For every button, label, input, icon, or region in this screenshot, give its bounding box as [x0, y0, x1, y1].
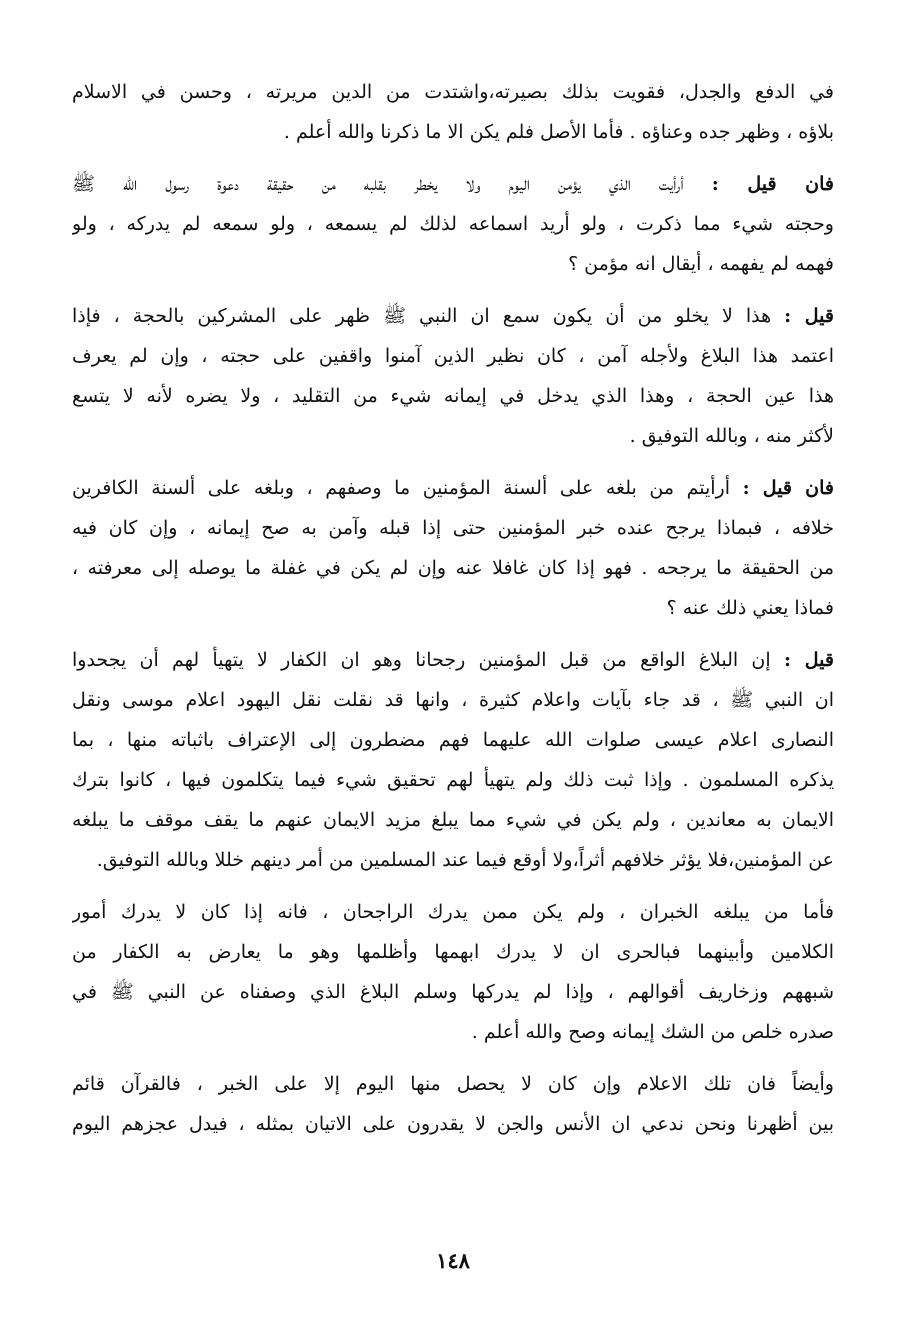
text-line: يذكره المسلمون . وإذا ثبت ذلك ولم يتهيأ لهم تحقيق شيء فيما يتكلمون فيها ، كانوا بترك — [72, 769, 834, 791]
text-line: وأيضاً فان تلك الاعلام وإن كان لا يحصل منها اليوم إلا على الخبر ، فالقرآن قائم — [72, 1073, 834, 1095]
text-line: شبههم وزخاريف أقوالهم ، وإذا لم يدركها وسلم البلاغ الذي وصفناه عن النبي ﷺ في — [72, 981, 834, 1003]
text-line: بلاؤه ، وظهر جده وعناؤه . فأما الأصل فلم يكن الا ما ذكرنا والله أعلم . — [283, 121, 834, 143]
text-line: لأكثر منه ، وبالله التوفيق . — [629, 425, 834, 447]
text-line: خلافه ، فبماذا يرجح عنده خبر المؤمنين حتى إذا قبله وآمن به صح إيمانه ، وإن كان فيه — [72, 517, 834, 539]
text-line — [72, 468, 834, 508]
text-line: ان النبي ﷺ ، قد جاء بآيات واعلام كثيرة ، وانها قد نقلت نقل اليهود اعلام موسى ونقل — [72, 689, 834, 711]
paragraph-lead: فان قيل : — [711, 173, 834, 195]
page-number: ١٤٨ — [436, 1248, 470, 1273]
text-line: في الدفع والجدل، فقويت بذلك بصيرته،واشتدت من الدين مريرته ، وحسن في الاسلام — [72, 81, 834, 103]
text-line-body: إن البلاغ الواقع من قبل المؤمنين رجحانا وهو ان الكفار لا يتهيأ لهم أن يجحدوا — [72, 649, 771, 671]
text-line: اعتمد هذا البلاغ ولأجله آمن ، كان نظير الذين آمنوا واقفين على حجته ، وإن لم يعرف — [72, 345, 834, 367]
text-line: من الحقيقة ما يرجحه . فهو إذا كان غافلا عنه وإن لم يكن في غفلة ما يوصله إلى معرفته ، — [72, 557, 834, 579]
paragraph — [72, 296, 834, 456]
paragraph-lead: قيل : — [784, 305, 834, 327]
text-line: وحجته شيء مما ذكرت ، ولو أريد اسماعه لذلك لم يسمعه ، ولو سمعه لم يدركه ، ولو — [72, 213, 834, 235]
page-body — [72, 72, 834, 1278]
paragraph — [72, 892, 834, 1052]
text-line: صدره خلص من الشك إيمانه وصح والله أعلم . — [471, 1021, 834, 1043]
text-line: الكلامين وأبينهما فبالحرى ان لا يدرك ابهمها وأظلمها وهو ما يعارض به الكفار من — [72, 941, 834, 963]
text-line-body: أرأيتم من بلغه على ألسنة المؤمنين ما وصفهم ، وبلغه على ألسنة الكافرين — [72, 477, 731, 499]
text-line: النصارى اعلام عيسى صلوات الله عليهما فهم مضطرون إلى الإعتراف باثباته منها ، بما — [72, 729, 834, 751]
text-line: فماذا يعني ذلك عنه ؟ — [666, 597, 834, 619]
text-line — [72, 164, 834, 204]
text-line: بين أظهرنا ونحن ندعي ان الأنس والجن لا يقدرون على الاتيان بمثله ، فيدل عجزهم اليوم — [72, 1113, 834, 1135]
paragraph — [72, 468, 834, 628]
text-line: هذا عين الحجة ، وهذا الذي يدخل في إيمانه شيء من التقليد ، ولا يضره لأنه لا يتسع — [72, 385, 834, 407]
paragraph-lead: فان قيل : — [742, 477, 834, 499]
text-line: الايمان به معاندين ، ولم يكن في شيء مما يبلغ مزيد الايمان عنهم ما يقف موقف ما يبلغه — [72, 809, 834, 831]
paragraph — [72, 164, 834, 284]
text-line-body: هذا لا يخلو من أن يكون سمع ان النبي ﷺ ظهر على المشركين بالحجة ، فإذا — [72, 305, 772, 327]
text-line: عن المؤمنين،فلا يؤثر خلافهم أثراً،ولا أوقع فيما عند المسلمين من أمر دينهم خللا وبالله التوفيق. — [96, 849, 834, 871]
text-line: فهمه لم يفهمه ، أيقال انه مؤمن ؟ — [568, 253, 834, 275]
text-line — [72, 296, 834, 336]
text-line: فأما من يبلغه الخبران ، ولم يكن ممن يدرك الراجحان ، فانه إذا كان لا يدرك أمور — [72, 901, 834, 923]
paragraph — [72, 640, 834, 880]
paragraph — [72, 1064, 834, 1144]
text-line — [72, 640, 834, 680]
paragraph-lead: قيل : — [783, 649, 834, 671]
paragraph — [72, 72, 834, 152]
text-line-body: أرأيت الذي يؤمن اليوم ولا يخطر بقلبه من حقيقة دعوة رسول الله ﷺ — [72, 173, 684, 195]
